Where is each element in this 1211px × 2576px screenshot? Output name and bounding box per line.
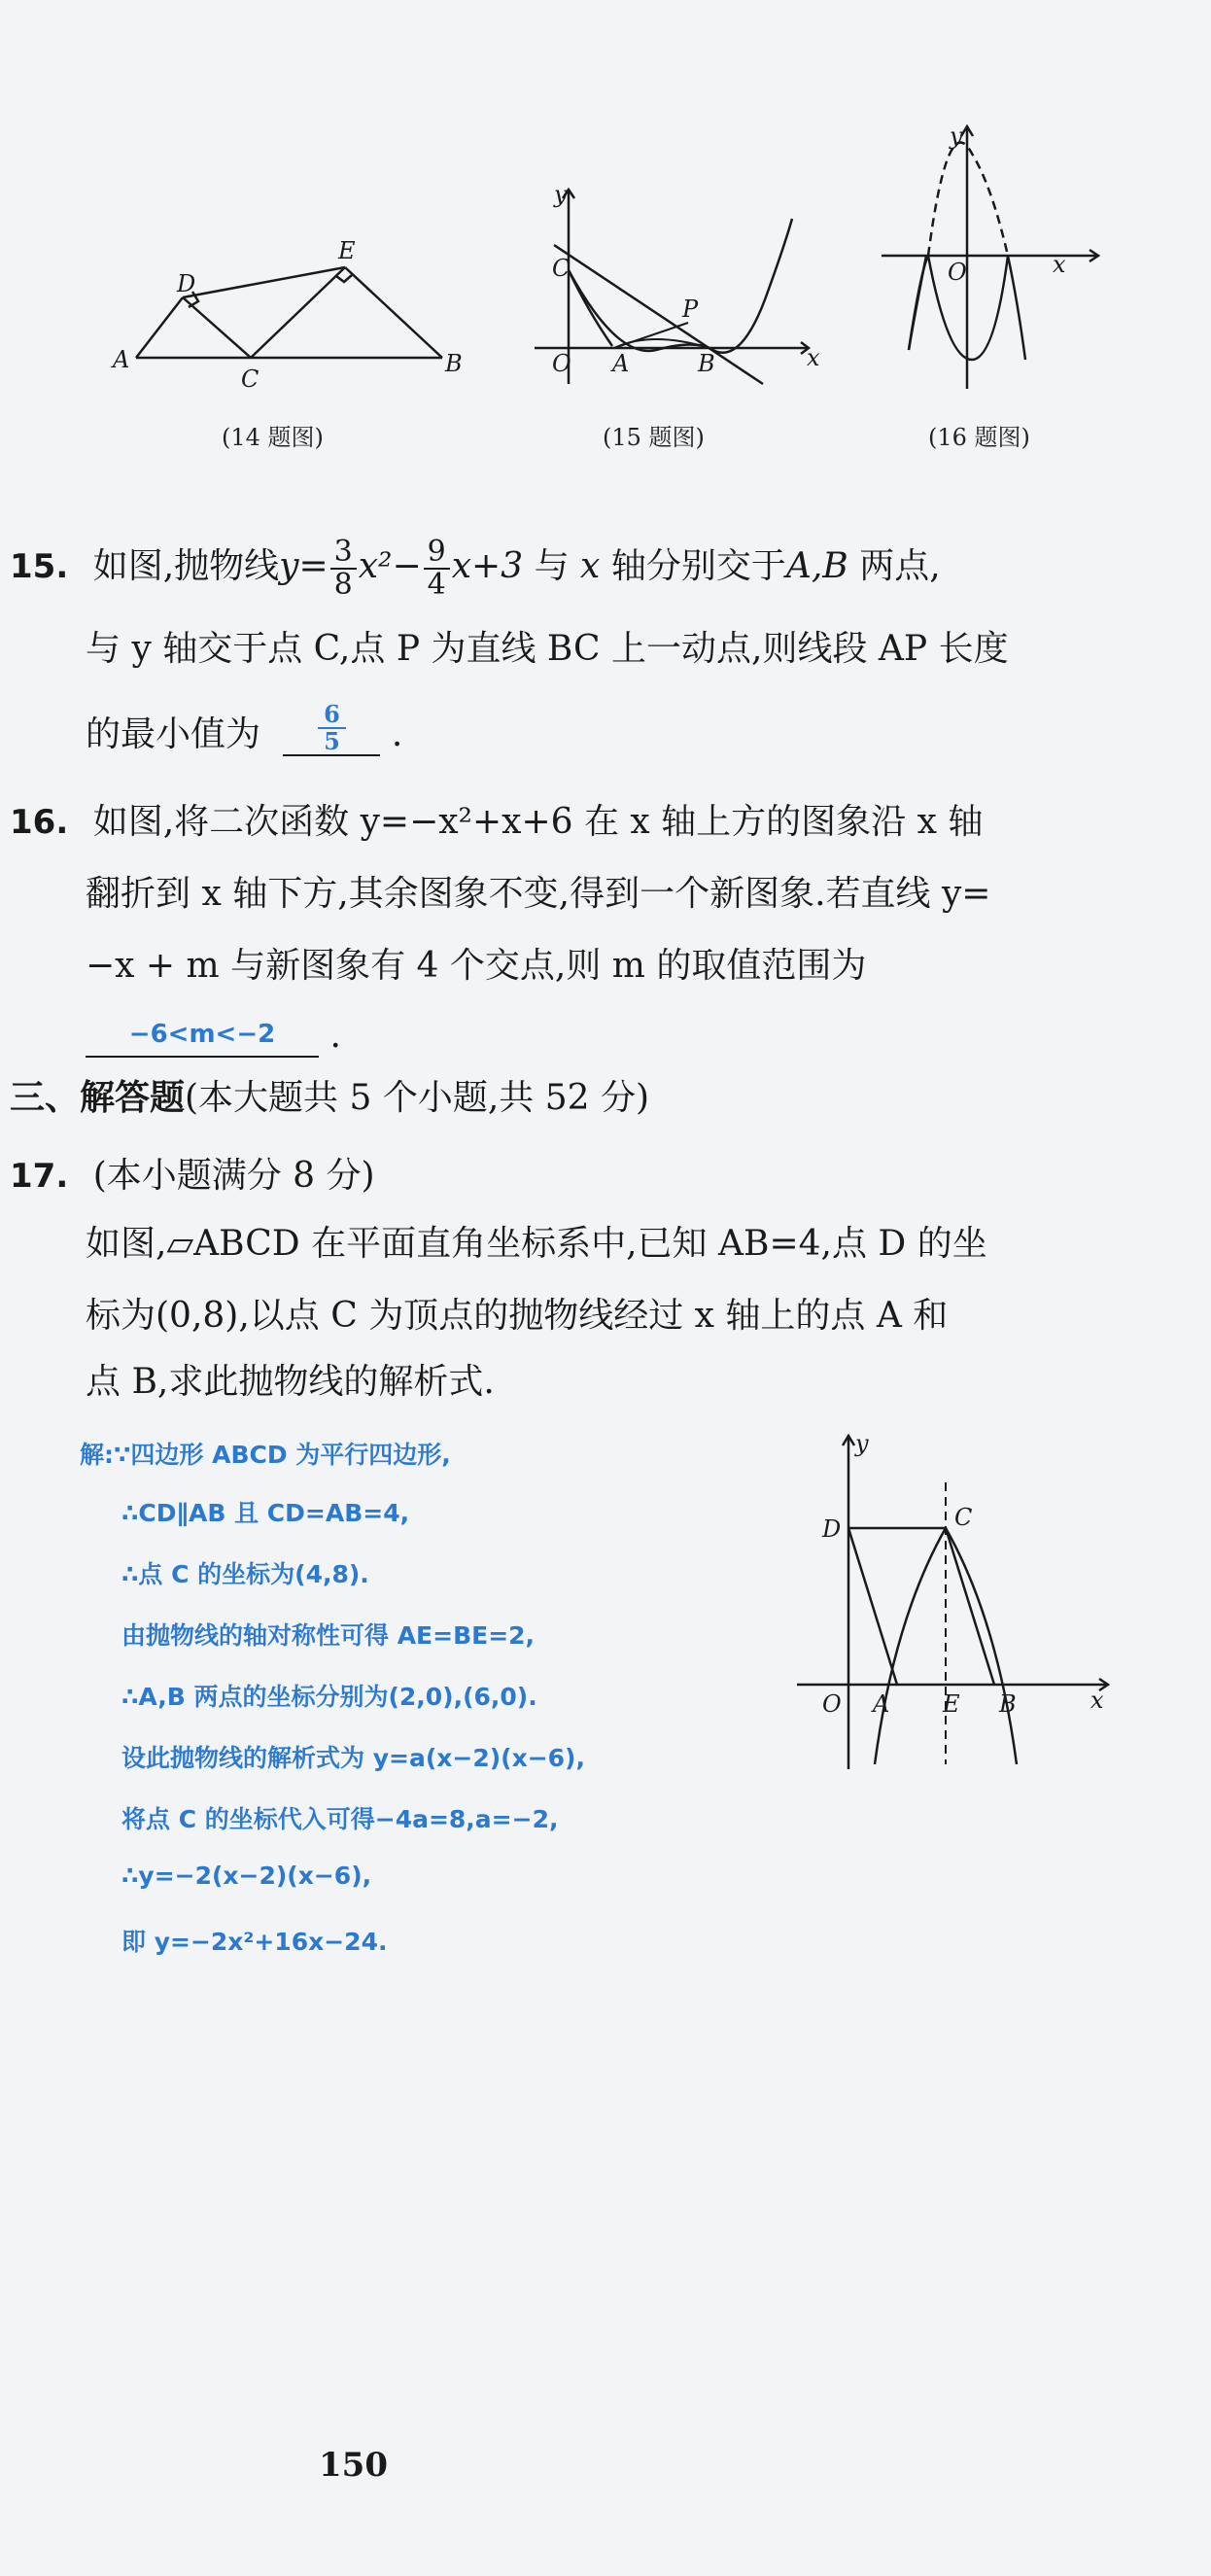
q17-header [10, 1155, 375, 1198]
fig16-label-o: O [948, 259, 967, 286]
fig15-label-y: y [554, 181, 568, 208]
q16-line1 [10, 801, 983, 844]
q16-line4 [86, 1013, 341, 1058]
q15-text-a: 如图,抛物线 [92, 546, 280, 586]
fig17-label-x: x [1090, 1687, 1104, 1714]
fig17-label-b: B [999, 1690, 1017, 1718]
q16-number: 16. [10, 803, 69, 842]
q15-line2: 与 y 轴交于点 C,点 P 为直线 BC 上一动点,则线段 AP 长度 [86, 629, 1009, 669]
fig17-label-a: A [873, 1690, 890, 1718]
q16-line1-text: 如图,将二次函数 y=−x²+x+6 在 x 轴上方的图象沿 x 轴 [92, 802, 984, 842]
q16-answer: −6<m<−2 [86, 1013, 319, 1058]
fig14-label-b: B [445, 350, 463, 377]
q15-frac2-den: 4 [427, 568, 446, 602]
fig17-label-e: E [943, 1690, 960, 1718]
q17-score: (本小题满分 8 分) [92, 1156, 375, 1196]
q15-eq-y: y [279, 546, 299, 586]
figure-15 [525, 175, 826, 399]
q17-line3: 点 B,求此抛物线的解析式. [86, 1362, 495, 1402]
q17-solution-line-2: ∴CD∥AB 且 CD=AB=4, [121, 1499, 410, 1527]
q17-solution-line-3: ∴点 C 的坐标为(4,8). [121, 1560, 369, 1588]
q15-frac2 [424, 537, 450, 601]
q16-line2: 翻折到 x 轴下方,其余图象不变,得到一个新图象.若直线 y= [86, 874, 991, 914]
q15-eq-x2: x² [358, 546, 393, 586]
fig15-label-o: O [552, 350, 571, 377]
q16-line4-end: . [329, 1016, 341, 1056]
page-number: 150 [319, 2446, 388, 2485]
q17-solution-line-7: 将点 C 的坐标代入可得−4a=8,a=−2, [121, 1805, 559, 1833]
figure-17 [787, 1424, 1123, 1784]
q17-line2: 标为(0,8),以点 C 为顶点的抛物线经过 x 轴上的点 A 和 [86, 1296, 949, 1336]
q17-number: 17. [10, 1157, 69, 1196]
fig17-label-o: O [822, 1690, 842, 1718]
q15-text-e: 两点, [859, 546, 941, 586]
fig14-label-d: D [177, 270, 196, 297]
fig15-caption: (15 题图) [603, 424, 705, 451]
q15-frac1-den: 8 [333, 568, 353, 602]
q15-eq-eq: = [298, 546, 329, 586]
q15-eq-minus: − [392, 546, 422, 586]
fig15-label-a: A [612, 350, 630, 377]
q15-frac1 [330, 537, 357, 601]
fig15-label-b: B [698, 350, 715, 377]
fig15-label-c: C [552, 255, 571, 282]
q17-solution-line-5: ∴A,B 两点的坐标分别为(2,0),(6,0). [121, 1683, 537, 1711]
fig14-label-a: A [113, 346, 130, 373]
q17-solution-line-8: ∴y=−2(x−2)(x−6), [121, 1862, 372, 1890]
q17-solution-line-9: 即 y=−2x²+16x−24. [121, 1928, 388, 1956]
q16-line3: −x + m 与新图象有 4 个交点,则 m 的取值范围为 [86, 946, 867, 986]
figure-14 [107, 224, 467, 399]
fig14-label-e: E [338, 237, 356, 264]
q15-text-d: A,B [785, 546, 848, 586]
q15-text-c: 轴分别交于 [610, 546, 786, 586]
fig17-label-y: y [855, 1430, 869, 1457]
fig16-caption: (16 题图) [928, 424, 1030, 451]
q15-frac1-num: 3 [330, 537, 357, 570]
q15-line3-end: . [391, 714, 403, 754]
q15-line1 [10, 537, 941, 601]
q15-eq-x-plus3: x+3 [451, 546, 524, 586]
q17-solution-line-1: 解:∵四边形 ABCD 为平行四边形, [80, 1441, 451, 1469]
section-3-heading [10, 1077, 649, 1120]
fig17-label-c: C [954, 1504, 973, 1531]
q15-answer-den: 5 [324, 727, 340, 755]
q17-line1: 如图,▱ABCD 在平面直角坐标系中,已知 AB=4,点 D 的坐 [86, 1224, 987, 1264]
q15-x-var: x [580, 546, 601, 586]
q15-answer-num: 6 [318, 702, 346, 729]
fig15-label-x: x [807, 344, 820, 371]
q15-frac2-num: 9 [424, 537, 450, 570]
fig16-label-y: y [950, 122, 963, 150]
fig17-label-d: D [822, 1515, 842, 1543]
fig16-label-x: x [1053, 251, 1066, 278]
fig14-caption: (14 题图) [222, 424, 324, 451]
q15-answer-blank [283, 702, 380, 756]
q15-number: 15. [10, 547, 69, 586]
q15-answer [318, 702, 346, 754]
q17-solution-line-4: 由抛物线的轴对称性可得 AE=BE=2, [121, 1621, 536, 1650]
q15-text-b: 与 [534, 546, 570, 586]
section-3-title: 三、解答题 [10, 1078, 186, 1118]
fig15-label-p: P [682, 296, 699, 323]
figure-16 [880, 117, 1113, 399]
q15-line3 [86, 702, 402, 756]
section-3-detail: (本大题共 5 个小题,共 52 分) [185, 1078, 650, 1118]
q17-solution-line-6: 设此抛物线的解析式为 y=a(x−2)(x−6), [121, 1744, 585, 1772]
q15-line3-text: 的最小值为 [86, 714, 261, 754]
fig14-label-c: C [241, 366, 260, 393]
